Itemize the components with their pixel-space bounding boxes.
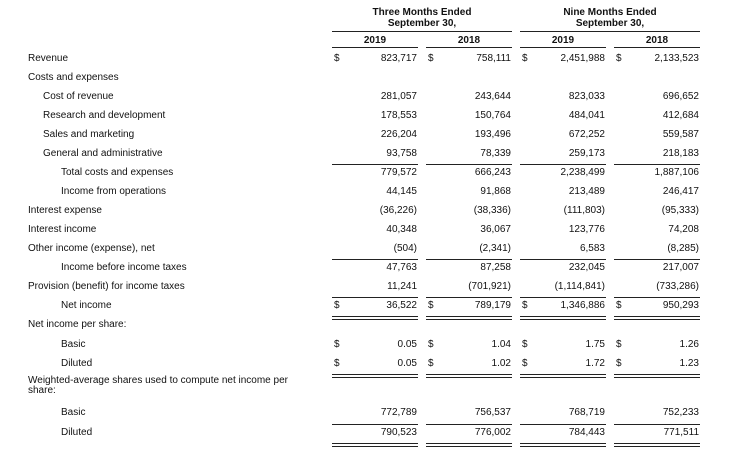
table-row xyxy=(0,424,733,443)
cell-value: 246,417 xyxy=(662,186,699,197)
three-months-header-line1: Three Months Ended xyxy=(372,7,472,18)
cell-value: (95,333) xyxy=(661,205,699,216)
single-rule xyxy=(332,164,418,165)
row-label: Basic xyxy=(61,339,86,350)
nine-months-header-line1: Nine Months Ended xyxy=(563,7,657,18)
cell-value: 0.05 xyxy=(397,358,417,369)
table-row xyxy=(0,336,733,355)
table-row xyxy=(0,88,733,107)
row-label: Income before income taxes xyxy=(61,262,187,273)
row-label: Cost of revenue xyxy=(43,91,114,102)
single-rule xyxy=(520,424,606,425)
cell-value: 123,776 xyxy=(568,224,605,235)
year-2018-three: 2018 xyxy=(457,35,481,46)
currency-symbol: $ xyxy=(428,358,434,369)
single-rule xyxy=(426,424,512,425)
cell-value: 36,067 xyxy=(480,224,511,235)
single-rule xyxy=(520,164,606,165)
currency-symbol: $ xyxy=(522,53,528,64)
currency-symbol: $ xyxy=(428,339,434,350)
table-row xyxy=(0,297,733,316)
table-row xyxy=(0,107,733,126)
table-row xyxy=(0,202,733,221)
cell-value: 672,252 xyxy=(568,129,605,140)
currency-symbol: $ xyxy=(616,358,622,369)
cell-value: 213,489 xyxy=(568,186,605,197)
double-rule xyxy=(614,443,700,444)
cell-value: 47,763 xyxy=(386,262,417,273)
double-rule xyxy=(520,319,606,320)
cell-value: 1.75 xyxy=(585,339,605,350)
single-rule xyxy=(332,259,418,260)
currency-symbol: $ xyxy=(616,339,622,350)
cell-value: 696,652 xyxy=(662,91,699,102)
cell-value: 78,339 xyxy=(480,148,511,159)
cell-value: 1,346,886 xyxy=(560,300,605,311)
cell-value: 1,887,106 xyxy=(654,167,699,178)
row-label: Net income per share: xyxy=(28,319,127,330)
cell-value: 178,553 xyxy=(380,110,417,121)
table-row xyxy=(0,164,733,183)
year-underline-1 xyxy=(332,47,418,48)
row-label: Sales and marketing xyxy=(43,129,135,140)
cell-value: 243,644 xyxy=(474,91,511,102)
cell-value: 666,243 xyxy=(474,167,511,178)
currency-symbol: $ xyxy=(428,300,434,311)
cell-value: 36,522 xyxy=(386,300,417,311)
cell-value: 758,111 xyxy=(476,53,511,64)
cell-value: 1.04 xyxy=(491,339,511,350)
row-label: Research and development xyxy=(43,110,166,121)
cell-value: 790,523 xyxy=(380,427,417,438)
currency-symbol: $ xyxy=(334,339,340,350)
cell-value: 2,451,988 xyxy=(560,53,605,64)
row-label: Costs and expenses xyxy=(28,72,119,83)
double-rule xyxy=(426,319,512,320)
table-row xyxy=(0,355,733,374)
cell-value: 768,719 xyxy=(568,407,605,418)
table-row xyxy=(0,259,733,278)
cell-value: (111,803) xyxy=(563,205,605,216)
cell-value: 1.26 xyxy=(679,339,699,350)
cell-value: 93,758 xyxy=(386,148,417,159)
double-rule xyxy=(614,319,700,320)
table-row xyxy=(0,145,733,164)
currency-symbol: $ xyxy=(334,300,340,311)
cell-value: (1,114,841) xyxy=(554,281,605,292)
single-rule xyxy=(332,297,418,298)
three-months-header-line2: September 30, xyxy=(387,18,457,29)
double-rule xyxy=(426,443,512,444)
single-rule xyxy=(520,297,606,298)
cell-value: 74,208 xyxy=(668,224,699,235)
cell-value: 6,583 xyxy=(579,243,605,254)
cell-value: 559,587 xyxy=(662,129,699,140)
single-rule xyxy=(614,297,700,298)
cell-value: 218,183 xyxy=(662,148,699,159)
double-rule xyxy=(614,316,700,317)
cell-value: 784,443 xyxy=(568,427,605,438)
nine-months-header-line2: September 30, xyxy=(575,18,645,29)
table-row xyxy=(0,183,733,202)
currency-symbol: $ xyxy=(522,358,528,369)
single-rule xyxy=(614,259,700,260)
three-months-header xyxy=(332,7,512,29)
double-rule xyxy=(520,377,606,378)
double-rule xyxy=(614,377,700,378)
double-rule xyxy=(614,446,700,447)
cell-value: 1.02 xyxy=(491,358,511,369)
cell-value: 484,041 xyxy=(568,110,605,121)
row-label: Weighted-average shares used to compute net income per share: xyxy=(28,375,288,396)
cell-value: (701,921) xyxy=(468,281,511,292)
double-rule xyxy=(332,443,418,444)
currency-symbol: $ xyxy=(616,300,622,311)
currency-symbol: $ xyxy=(522,300,528,311)
cell-value: 776,002 xyxy=(474,427,511,438)
cell-value: (733,286) xyxy=(656,281,699,292)
cell-value: 40,348 xyxy=(386,224,417,235)
header-underline-nine xyxy=(520,31,700,32)
year-underline-4 xyxy=(614,47,700,48)
cell-value: 193,496 xyxy=(474,129,511,140)
row-label: Basic xyxy=(61,407,86,418)
double-rule xyxy=(332,374,418,375)
single-rule xyxy=(614,424,700,425)
year-underline-3 xyxy=(520,47,606,48)
table-row xyxy=(0,404,733,423)
cell-value: 281,057 xyxy=(380,91,417,102)
double-rule xyxy=(520,374,606,375)
row-label: Revenue xyxy=(28,53,69,64)
cell-value: 412,684 xyxy=(662,110,699,121)
double-rule xyxy=(520,446,606,447)
cell-value: 226,204 xyxy=(380,129,417,140)
row-label: Net income xyxy=(61,300,112,311)
cell-value: 823,717 xyxy=(380,53,417,64)
row-label: Income from operations xyxy=(61,186,167,197)
cell-value: (38,336) xyxy=(473,205,511,216)
nine-months-header xyxy=(520,7,700,29)
row-label: Other income (expense), net xyxy=(28,243,155,254)
double-rule xyxy=(332,446,418,447)
currency-symbol: $ xyxy=(522,339,528,350)
year-2018-nine: 2018 xyxy=(645,35,669,46)
table-row xyxy=(0,278,733,297)
cell-value: 789,179 xyxy=(474,300,511,311)
single-rule xyxy=(520,259,606,260)
table-row xyxy=(0,221,733,240)
cell-value: (8,285) xyxy=(667,243,699,254)
row-label: Provision (benefit) for income taxes xyxy=(28,281,185,292)
cell-value: 2,133,523 xyxy=(654,53,699,64)
row-label: Diluted xyxy=(61,427,93,438)
cell-value: (504) xyxy=(393,243,417,254)
cell-value: 232,045 xyxy=(568,262,605,273)
row-label: Diluted xyxy=(61,358,93,369)
single-rule xyxy=(426,259,512,260)
double-rule xyxy=(332,316,418,317)
year-underline-2 xyxy=(426,47,512,48)
cell-value: 2,238,499 xyxy=(560,167,605,178)
double-rule xyxy=(426,446,512,447)
row-label: General and administrative xyxy=(43,148,163,159)
double-rule xyxy=(426,374,512,375)
currency-symbol: $ xyxy=(616,53,622,64)
double-rule xyxy=(614,374,700,375)
cell-value: 752,233 xyxy=(662,407,699,418)
double-rule xyxy=(520,316,606,317)
table-row xyxy=(0,69,733,88)
cell-value: (36,226) xyxy=(379,205,417,216)
single-rule xyxy=(426,297,512,298)
table-row xyxy=(0,50,733,69)
cell-value: 91,868 xyxy=(480,186,511,197)
cell-value: 1.72 xyxy=(585,358,605,369)
cell-value: 772,789 xyxy=(380,407,417,418)
cell-value: 756,537 xyxy=(474,407,511,418)
cell-value: 44,145 xyxy=(386,186,417,197)
double-rule xyxy=(520,443,606,444)
cell-value: 779,572 xyxy=(380,167,417,178)
table-row xyxy=(0,126,733,145)
currency-symbol: $ xyxy=(334,358,340,369)
double-rule xyxy=(332,319,418,320)
cell-value: 1.23 xyxy=(679,358,699,369)
cell-value: 771,511 xyxy=(663,427,699,438)
single-rule xyxy=(426,164,512,165)
row-label: Total costs and expenses xyxy=(61,167,174,178)
cell-value: 0.05 xyxy=(397,339,417,350)
row-label: Interest income xyxy=(28,224,97,235)
single-rule xyxy=(332,424,418,425)
cell-value: 823,033 xyxy=(568,91,605,102)
year-2019-nine: 2019 xyxy=(551,35,575,46)
cell-value: 87,258 xyxy=(480,262,511,273)
double-rule xyxy=(332,377,418,378)
table-row xyxy=(0,240,733,259)
row-label: Interest expense xyxy=(28,205,102,216)
double-rule xyxy=(426,377,512,378)
currency-symbol: $ xyxy=(334,53,340,64)
cell-value: 217,007 xyxy=(662,262,699,273)
cell-value: 950,293 xyxy=(662,300,699,311)
currency-symbol: $ xyxy=(428,53,434,64)
year-2019-three: 2019 xyxy=(363,35,387,46)
header-underline-three xyxy=(332,31,512,32)
double-rule xyxy=(426,316,512,317)
cell-value: 11,241 xyxy=(387,281,417,292)
cell-value: 150,764 xyxy=(474,110,511,121)
single-rule xyxy=(614,164,700,165)
cell-value: 259,173 xyxy=(568,148,605,159)
cell-value: (2,341) xyxy=(479,243,511,254)
